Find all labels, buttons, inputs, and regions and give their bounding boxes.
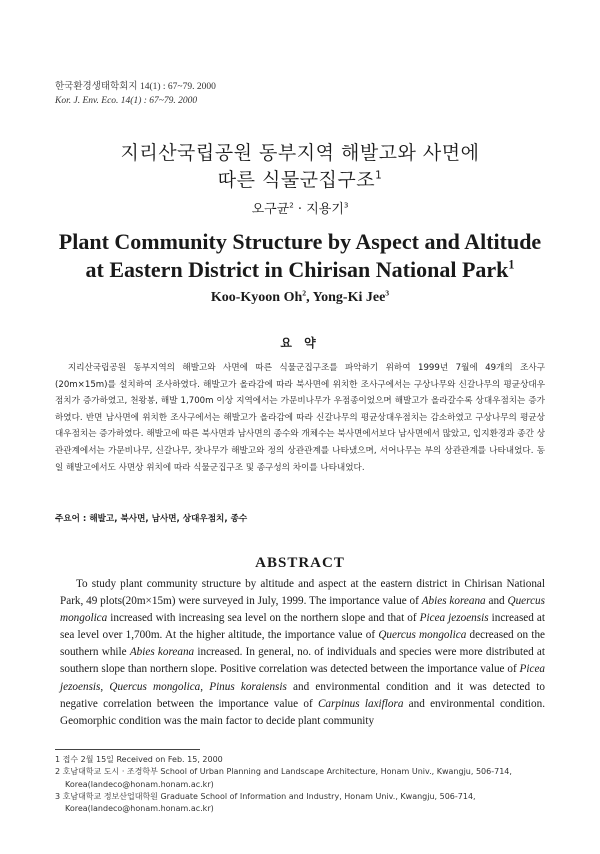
abstract-heading: ABSTRACT: [255, 555, 345, 571]
korean-title-line-1: 지리산국립공원 동부지역 해발고와 사면에: [120, 142, 480, 164]
korean-title-line-2-text: 따른 식물군집구조: [217, 169, 376, 191]
journal-header: [55, 80, 216, 108]
english-authors: [0, 290, 600, 306]
korean-keywords: 주요어 : 해발고, 북사면, 남사면, 상대우점치, 종수: [55, 514, 248, 524]
species-name: Quercus mongolica: [60, 595, 545, 625]
species-name: Pinus koraiensis: [209, 680, 287, 693]
abstract-body: [60, 576, 545, 730]
species-name: Quercus mongolica: [109, 680, 201, 693]
english-title: [0, 228, 600, 284]
author-en-1: Koo-Kyoon Oh: [210, 290, 303, 305]
species-name: Picea jezoensis: [419, 612, 489, 625]
abstract-text: ,: [200, 680, 210, 693]
footnote-marker: 1: [508, 257, 515, 272]
korean-abstract-body: 지리산국립공원 동부지역의 해발고와 사면에 따른 식물군집구조를 파악하기 위하여 1999년 7월에 49개의 조사구(20m×15m)를 설치하여 조사하였다. 해발고가 올라감에 따라 북사면에 위치한 조사구에서는 구상나무와 신갈나무의 평균상대우점치가 증가하였고, 천왕봉, 해발 1,700m 이상 지역에서는 가문비나무가 우점종이었으며 해발고가 올라갈수록 상대우점치는 증가하였다. 반면 남사면에 위치한 조사구에서는 해발고가 올라감에 따라 신갈나무의 평균상대우점치는 감소하였고 구상나무의 평균상대우점치는 증가하였다. 해발고에 따른 북사면과 남사면의 종수와 개체수는 북사면에서보다 남사면에서 많았고, 입지환경과 종간 상관관계에서는 가문비나무, 신갈나무, 잣나무가 해발고와 정의 상관관계를 나타냈으며, 서어나무는 부의 상관관계를 나타내었다. 동일 해발고에서도 사면상 위치에 따라 식물군집구조 및 종구성의 차이를 나타내었다.: [55, 363, 545, 473]
journal-citation-en: Kor. J. Env. Eco. 14(1) : 67~79. 2000: [55, 96, 198, 106]
author-ko-1: 오구균: [251, 202, 290, 217]
author-separator: ·: [293, 202, 307, 217]
footnote-3: 3 호남대학교 정보산업대학원 Graduate School of Information and Industry, Honam Univ., Kwangju, 506-714, Korea(landeco@honam.honam.ac.kr): [55, 791, 476, 814]
english-title-line-2-text: at Eastern District in Chirisan National Park: [85, 257, 509, 282]
species-name: Carpinus laxiflora: [317, 697, 404, 710]
footnote-marker: 3: [343, 200, 349, 210]
abstract-text: increased with increasing sea level on the northern slope and that of: [107, 612, 420, 625]
footnote-marker: 3: [385, 288, 390, 298]
footnote-divider: [55, 749, 200, 750]
species-name: Picea jezoensis: [60, 663, 545, 693]
abstract-text: increased at sea level over 1,700m. At the higher altitude, the importance value of: [60, 612, 545, 642]
footnotes: [55, 754, 550, 815]
abstract-text: ,: [100, 680, 110, 693]
korean-abstract-heading: 요 약: [280, 336, 320, 350]
abstract-text: and environmental condition and it was detected to negative correlation between the importance value of: [60, 680, 545, 710]
korean-title: [0, 140, 600, 194]
species-name: Abies koreana: [421, 595, 486, 608]
korean-title-line-2: [0, 167, 600, 194]
korean-authors: [0, 198, 600, 217]
footnote-marker: 1: [375, 169, 383, 182]
english-title-line-2: [0, 256, 600, 284]
species-name: Abies koreana: [129, 646, 195, 659]
abstract-text: and environmental condition. Geomorphic condition was the main factor to decide plant community: [60, 697, 546, 727]
footnote-1: 1 접수 2월 15일 Received on Feb. 15, 2000: [55, 755, 223, 764]
english-title-line-1: Plant Community Structure by Aspect and Altitude: [58, 229, 542, 254]
abstract-text: increased. In general, no. of individuals and species were more distributed at southern slope than northern slope. Positive correlation was detected between the importance value of: [60, 646, 545, 676]
abstract-text: To study plant community structure by altitude and aspect at the eastern district in Chirisan National Park, 49 plots(20m×15m) were surveyed in July, 1999. The importance value of: [60, 578, 545, 608]
abstract-text: and: [485, 595, 508, 608]
author-separator: ,: [306, 290, 313, 305]
footnote-marker: 2: [302, 288, 307, 298]
footnote-marker: 2: [289, 200, 294, 210]
footnote-2: 2 호남대학교 도시 · 조경학부 School of Urban Planning and Landscape Architecture, Honam Univ., Kwangju, 506-714, Korea(landeco@honam.honam.ac.kr): [55, 767, 512, 789]
journal-citation-ko: 한국환경생태학회지 14(1) : 67~79. 2000: [55, 82, 216, 92]
author-ko-2: 지용기: [306, 202, 344, 217]
author-en-2: Yong-Ki Jee: [312, 290, 386, 305]
abstract-text: decreased on the southern while: [60, 629, 546, 659]
species-name: Quercus mongolica: [378, 629, 467, 642]
